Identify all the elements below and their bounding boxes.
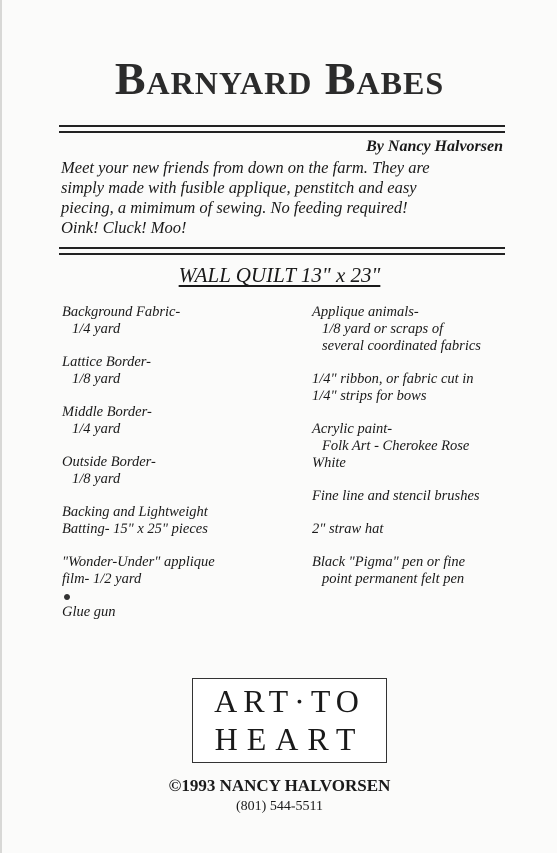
material-name: "Wonder-Under" applique <box>62 554 215 570</box>
material-item <box>312 304 527 355</box>
intro-line: simply made with fusible applique, penstitch and easy <box>61 178 417 197</box>
intro-line: Oink! Cluck! Moo! <box>61 218 187 237</box>
material-name: Lattice Border- <box>62 354 151 370</box>
material-amount: several coordinated fabrics <box>322 338 481 354</box>
material-name: Glue gun <box>62 604 116 620</box>
material-name: Backing and Lightweight <box>62 504 208 520</box>
materials-left-column <box>62 304 292 637</box>
divider-top-1 <box>59 125 505 127</box>
material-name: 1/4" ribbon, or fabric cut in <box>312 371 474 387</box>
material-name: Background Fabric- <box>62 304 181 320</box>
material-name: Acrylic paint- <box>312 421 393 437</box>
material-amount: 1/8 yard or scraps of <box>322 321 444 337</box>
ink-dot <box>64 594 70 600</box>
material-item <box>312 488 527 505</box>
material-item <box>312 421 527 472</box>
material-item <box>312 554 527 588</box>
material-amount: point permanent felt pen <box>322 571 465 587</box>
material-item <box>62 554 292 588</box>
material-item <box>62 504 292 538</box>
material-name: Black "Pigma" pen or fine <box>312 554 466 570</box>
logo-line-2: HEART <box>214 721 365 757</box>
quilt-size-heading: WALL QUILT 13" x 23" <box>178 263 381 287</box>
author-byline: By Nancy Halvorsen <box>366 138 503 155</box>
divider-mid-1 <box>59 247 505 249</box>
intro-paragraph <box>61 158 521 238</box>
material-amount: 1/4" strips for bows <box>312 388 427 404</box>
material-item <box>62 454 292 488</box>
material-item <box>62 404 292 438</box>
material-amount: White <box>312 455 346 471</box>
material-amount: 1/4 yard <box>72 421 121 437</box>
phone-number: (801) 544-5511 <box>236 799 323 814</box>
intro-line: Meet your new friends from down on the farm. They are <box>61 158 430 177</box>
material-item <box>62 604 292 621</box>
material-item <box>62 354 292 388</box>
intro-line: piecing, a mimimum of sewing. No feeding required! <box>61 198 408 217</box>
art-to-heart-logo <box>192 678 387 763</box>
logo-line-1: ART·TO <box>214 683 365 719</box>
divider-mid-2 <box>59 253 505 255</box>
material-item <box>62 304 292 338</box>
divider-top-2 <box>59 131 505 133</box>
material-item <box>312 371 527 405</box>
material-name: Fine line and stencil brushes <box>312 488 480 504</box>
material-amount: Folk Art - Cherokee Rose <box>322 438 470 454</box>
page-title: Barnyard Babes <box>114 53 445 104</box>
material-amount: 1/8 yard <box>72 371 121 387</box>
material-amount: 1/4 yard <box>72 321 121 337</box>
materials-right-column <box>312 304 527 604</box>
material-name: 2" straw hat <box>312 521 384 537</box>
material-name: Outside Border- <box>62 454 156 470</box>
copyright-notice: ©1993 NANCY HALVORSEN <box>168 776 391 795</box>
material-item <box>312 521 527 538</box>
material-amount: 1/8 yard <box>72 471 121 487</box>
material-amount: film- 1/2 yard <box>62 571 142 587</box>
material-name: Middle Border- <box>62 404 152 420</box>
material-amount: Batting- 15" x 25" pieces <box>62 521 208 537</box>
material-name: Applique animals- <box>312 304 419 320</box>
